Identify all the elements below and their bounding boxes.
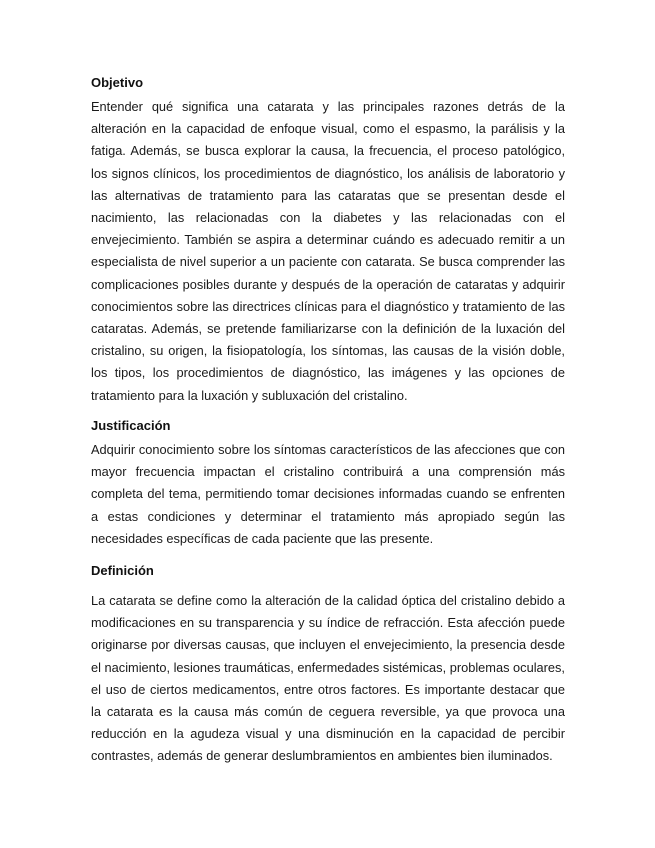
section-definicion (91, 560, 565, 768)
section-body-definicion: La catarata se define como la alteración de la calidad óptica del cristalino debido a modificaciones en su transparencia y su índice de refracción. Esta afección puede originarse por diversas causas, que incluyen el envejecimiento, la presencia desde el nacimiento, lesiones traumáticas, enfermedades sistémicas, problemas oculares, el uso de ciertos medicamentos, entre otros factores. Es importante destacar que la catarata es la causa más común de ceguera reversible, ya que provoca una reducción en la agudeza visual y una disminución en la capacidad de percibir contrastes, además de generar deslumbramientos en ambientes bien iluminados. (91, 593, 565, 764)
section-objetivo (91, 72, 565, 407)
section-heading-justificacion: Justificación (91, 418, 171, 433)
section-heading-objetivo: Objetivo (91, 75, 144, 90)
section-body-objetivo: Entender qué significa una catarata y las principales razones detrás de la alteración en la capacidad de enfoque visual, como el espasmo, la parálisis y la fatiga. Además, se busca explorar la causa, la frecuencia, el proceso patológico, los signos clínicos, los procedimientos de diagnóstico, los análisis de laboratorio y las alternativas de tratamiento para las cataratas que se presentan desde el nacimiento, las relacionadas con la diabetes y las relacionadas con el envejecimiento. También se aspira a determinar cuándo es adecuado remitir a un especialista de nivel superior a un paciente con catarata. Se busca comprender las complicaciones posibles durante y después de la operación de cataratas y adquirir conocimientos sobre las directrices clínicas para el diagnóstico y tratamiento de las cataratas. Además, se pretende familiarizarse con la definición de la luxación del cristalino, su origen, la fisiopatología, los síntomas, las causas de la visión doble, los tipos, los procedimientos de diagnóstico, las imágenes y las opciones de tratamiento para la luxación y subluxación del cristalino. (91, 99, 565, 403)
section-body-justificacion: Adquirir conocimiento sobre los síntomas característicos de las afecciones que con mayor frecuencia impactan el cristalino contribuirá a una comprensión más completa del tema, permitiendo tomar decisiones informadas cuando se enfrenten a estas condiciones y determinar el tratamiento más apropiado según las necesidades específicas de cada paciente que las presente. (91, 442, 565, 546)
section-justificacion (91, 415, 565, 550)
section-heading-definicion: Definición (91, 563, 154, 578)
